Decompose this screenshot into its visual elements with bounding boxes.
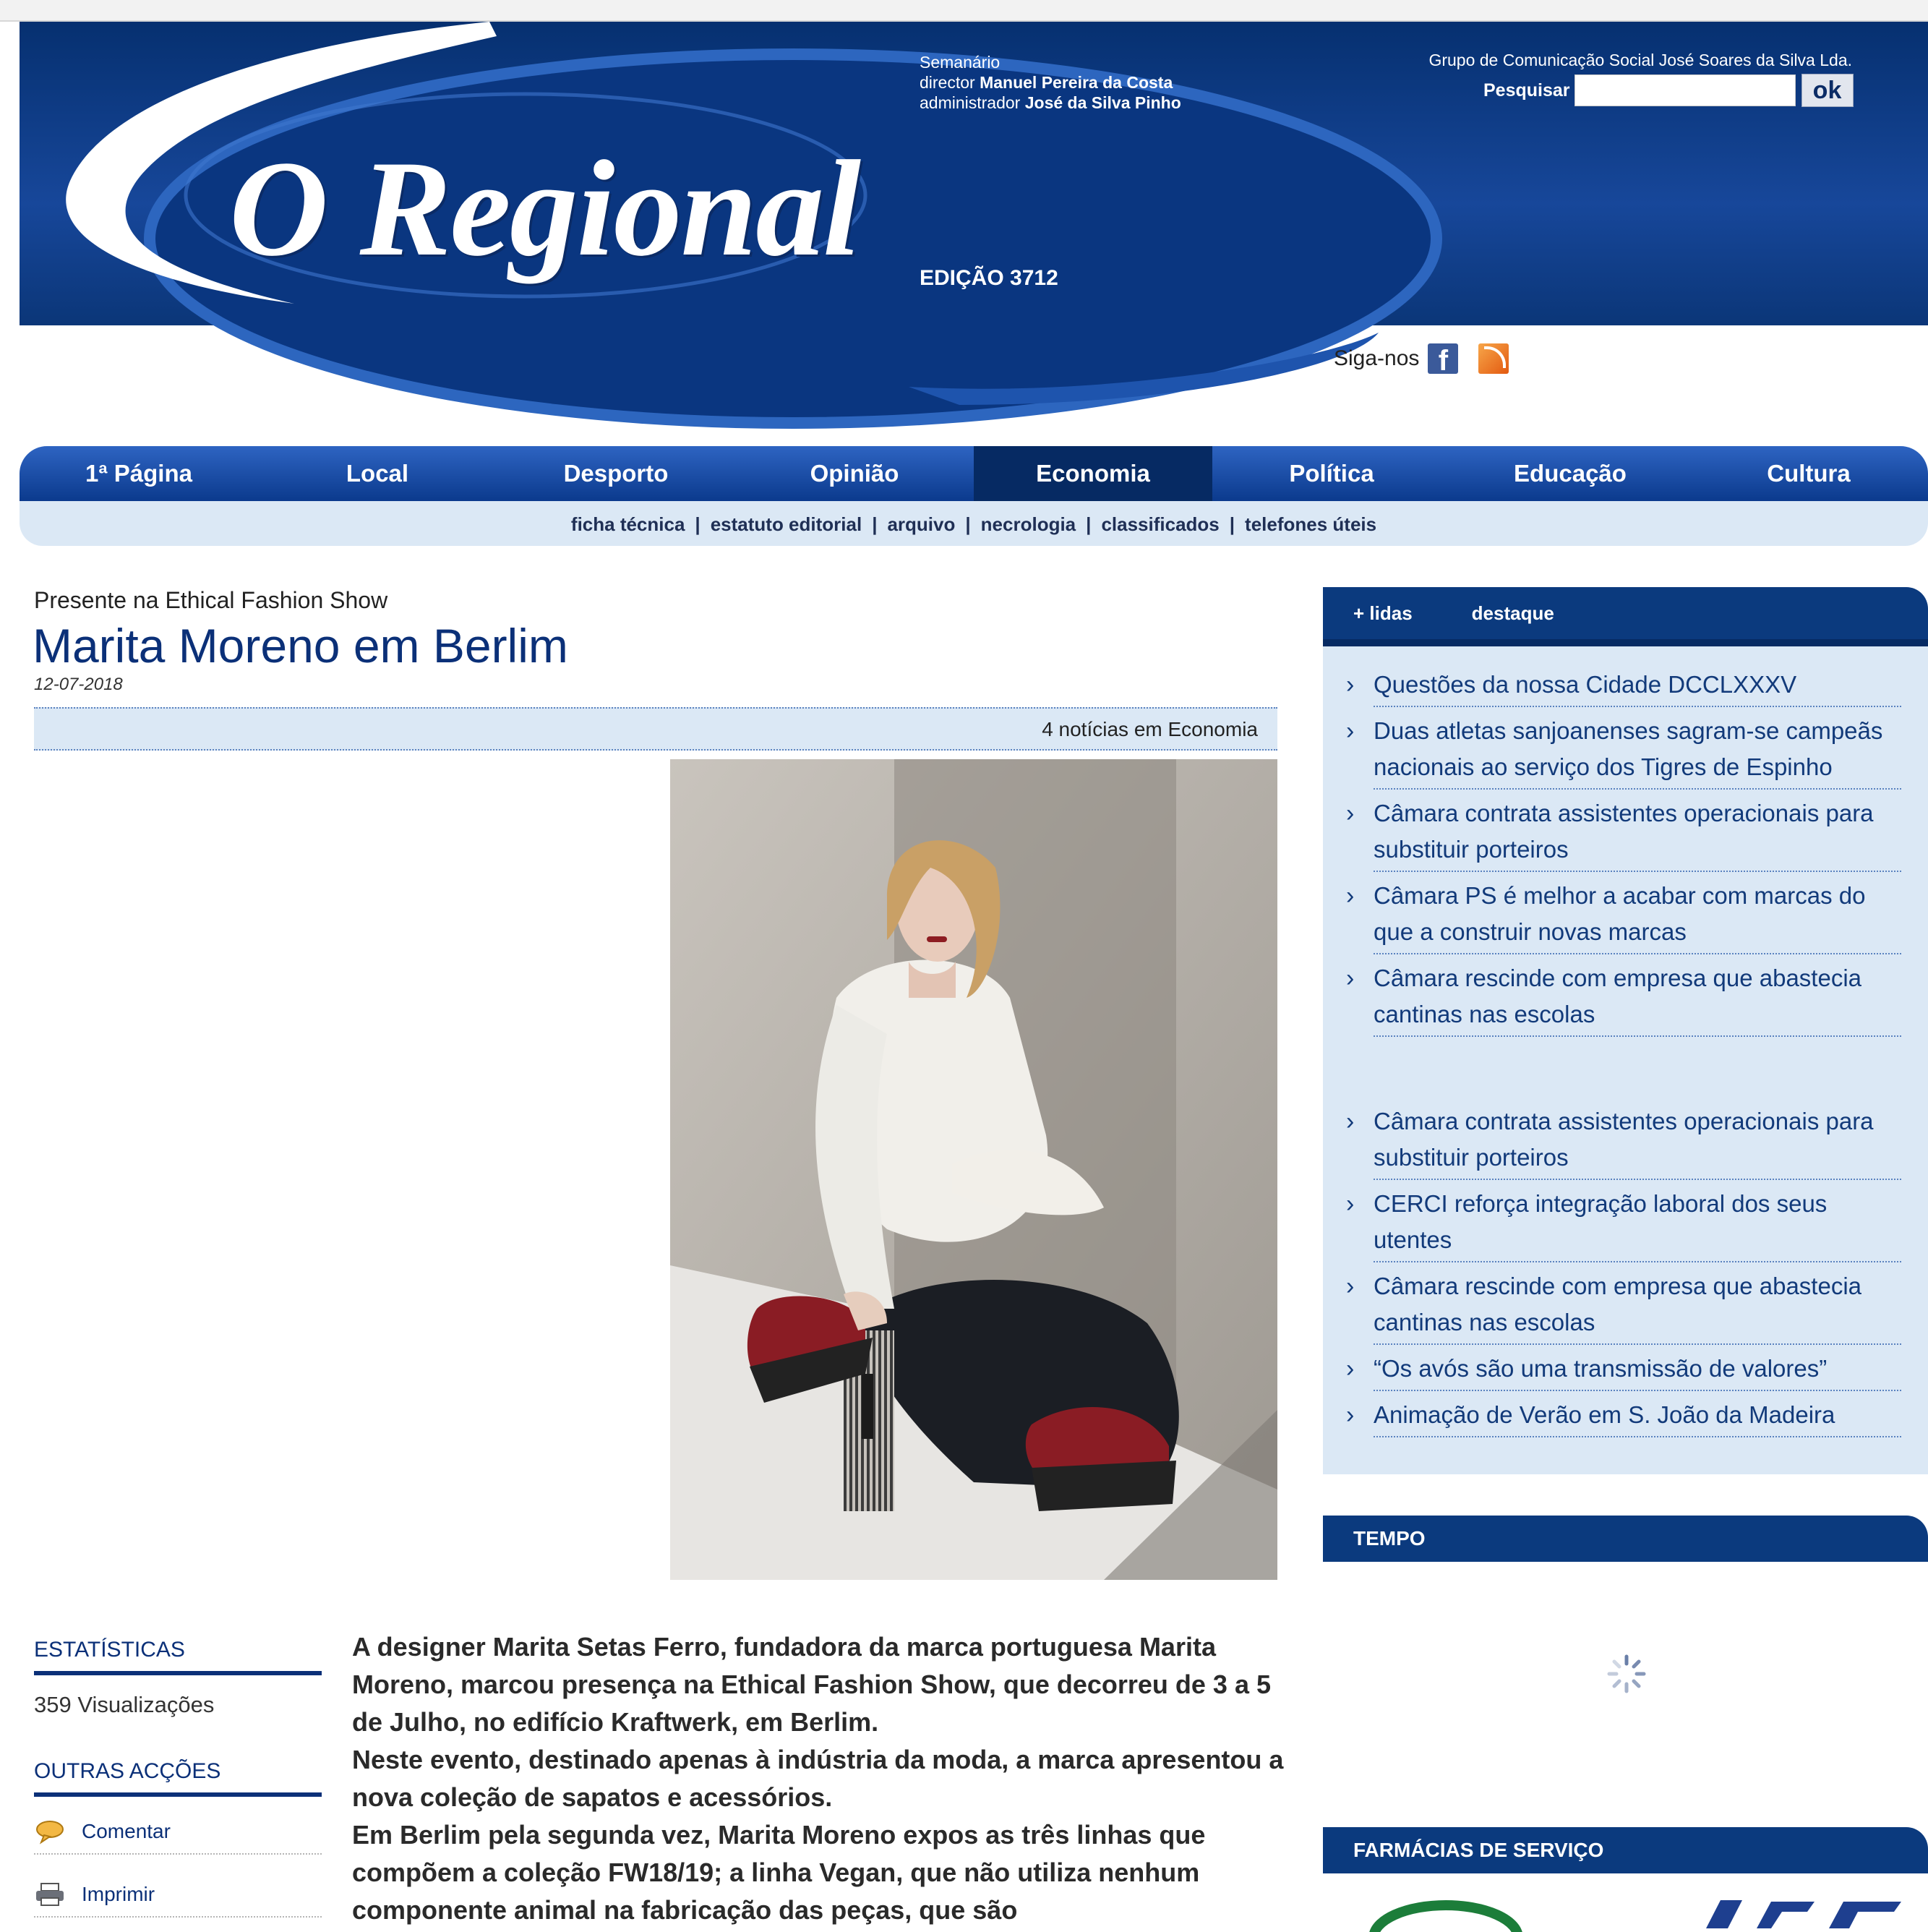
loading-spinner-icon [1605,1652,1648,1696]
article-date: 12-07-2018 [34,675,123,694]
nav-item-economia[interactable]: Economia [974,446,1212,501]
browser-top-strip [0,0,1928,22]
section-news-count-link[interactable]: 4 notícias em Economia [1042,718,1258,740]
sidebar-news-panel [1323,646,1928,1474]
subnav-telefones-uteis[interactable]: telefones úteis [1245,513,1377,535]
article-title: Marita Moreno em Berlim [33,619,568,672]
list-item[interactable]: › Câmara PS é melhor a acabar com marcas do que a construir novas marcas [1374,878,1901,954]
list-item[interactable]: › Câmara rescinde com empresa que abastecia cantinas nas escolas [1374,960,1901,1037]
publisher-group: Grupo de Comunicação Social José Soares da Silva Lda. [1428,51,1852,69]
masthead-info: Semanário director Manuel Pereira da Costa administrador José da Silva Pinho [920,53,1181,112]
comment-icon [34,1819,66,1844]
list-item[interactable]: › Animação de Verão em S. João da Madeira [1374,1397,1901,1437]
subnav-arquivo[interactable]: arquivo [887,513,956,535]
stats-heading: ESTATÍSTICAS [34,1638,322,1675]
secondary-nav: ficha técnica | estatuto editorial | arquivo | necrologia | classificados | telefones úteis [20,501,1928,546]
printer-icon [34,1882,66,1907]
comment-action[interactable] [34,1810,322,1855]
nav-item-politica[interactable]: Política [1289,460,1374,487]
chevron-right-icon: › [1346,965,1355,992]
search-form [1483,74,1854,107]
comment-label: Comentar [82,1820,171,1842]
social-follow [1334,343,1509,377]
search-ok-button[interactable]: ok [1801,74,1854,107]
tab-most-read[interactable]: + lidas [1353,602,1413,624]
tab-highlights[interactable]: destaque [1471,602,1554,624]
chevron-right-icon: › [1346,800,1355,827]
print-action[interactable] [34,1873,322,1918]
list-item[interactable]: › Câmara contrata assistentes operacionais para substituir porteiros [1374,1103,1901,1180]
list-item[interactable]: › Câmara contrata assistentes operacionais para substituir porteiros [1374,795,1901,872]
list-item[interactable]: › Questões da nossa Cidade DCCLXXXV [1374,667,1901,707]
article-photo [670,759,1277,1580]
sidebar-tabs [1323,587,1928,646]
chevron-right-icon: › [1346,1190,1355,1218]
article-body [352,1628,1285,1929]
chevron-right-icon: › [1346,1108,1355,1135]
nav-item-educacao[interactable]: Educação [1514,460,1627,487]
actions-heading: OUTRAS ACÇÕES [34,1759,322,1797]
subnav-necrologia[interactable]: necrologia [980,513,1076,535]
chevron-right-icon: › [1346,717,1355,745]
article-kicker: Presente na Ethical Fashion Show [34,587,388,613]
nav-item-cultura[interactable]: Cultura [1767,460,1851,487]
nav-item-opiniao[interactable]: Opinião [810,460,899,487]
subnav-estatuto-editorial[interactable]: estatuto editorial [710,513,862,535]
weather-heading: TEMPO [1323,1516,1928,1562]
site-logo[interactable]: O Regional [229,133,860,285]
edition-number: EDIÇÃO 3712 [920,266,1058,290]
article-paragraph: Em Berlim pela segunda vez, Marita Moreno expos as três linhas que compõem a coleção FW18/19; a linha Vegan, que não utiliza nenhum componente animal na fabricação das peças, que são [352,1820,1206,1925]
section-count-bar [34,707,1277,751]
list-item[interactable]: › Duas atletas sanjoanenses sagram-se campeãs nacionais ao serviço dos Tigres de Espinho [1374,713,1901,790]
pharmacy-heading: FARMÁCIAS DE SERVIÇO [1323,1827,1928,1873]
list-item[interactable]: › Câmara rescinde com empresa que abastecia cantinas nas escolas [1374,1268,1901,1345]
chevron-right-icon: › [1346,671,1355,698]
nav-item-desporto[interactable]: Desporto [563,460,669,487]
pharmacy-banner-logo[interactable] [1366,1894,1916,1928]
print-label: Imprimir [82,1883,155,1905]
chevron-right-icon: › [1346,1273,1355,1300]
chevron-right-icon: › [1346,1401,1355,1429]
nav-item-local[interactable]: Local [346,460,409,487]
facebook-icon[interactable]: f [1428,343,1458,374]
search-label: Pesquisar [1483,80,1570,101]
subnav-ficha-tecnica[interactable]: ficha técnica [570,513,685,535]
article-paragraph: Neste evento, destinado apenas à indústria da moda, a marca apresentou a nova coleção de sapatos e acessórios. [352,1745,1284,1812]
rss-icon[interactable] [1478,343,1509,374]
article-paragraph: A designer Marita Setas Ferro, fundadora da marca portuguesa Marita Moreno, marcou presença na Ethical Fashion Show, que decorreu de 3 a 5 de Julho, no edifício Kraftwerk, em Berlim. [352,1632,1272,1737]
chevron-right-icon: › [1346,882,1355,910]
subnav-classificados[interactable]: classificados [1101,513,1220,535]
follow-label: Siga-nos [1334,346,1420,370]
nav-item-primeira-pagina[interactable]: 1ª Página [85,460,192,487]
main-nav [20,446,1928,501]
search-input[interactable] [1574,74,1796,106]
list-item[interactable]: › CERCI reforça integração laboral dos seus utentes [1374,1186,1901,1262]
view-count: 359 Visualizações [34,1692,215,1717]
site-header [20,22,1928,377]
list-item[interactable]: › “Os avós são uma transmissão de valores” [1374,1351,1901,1391]
chevron-right-icon: › [1346,1355,1355,1382]
